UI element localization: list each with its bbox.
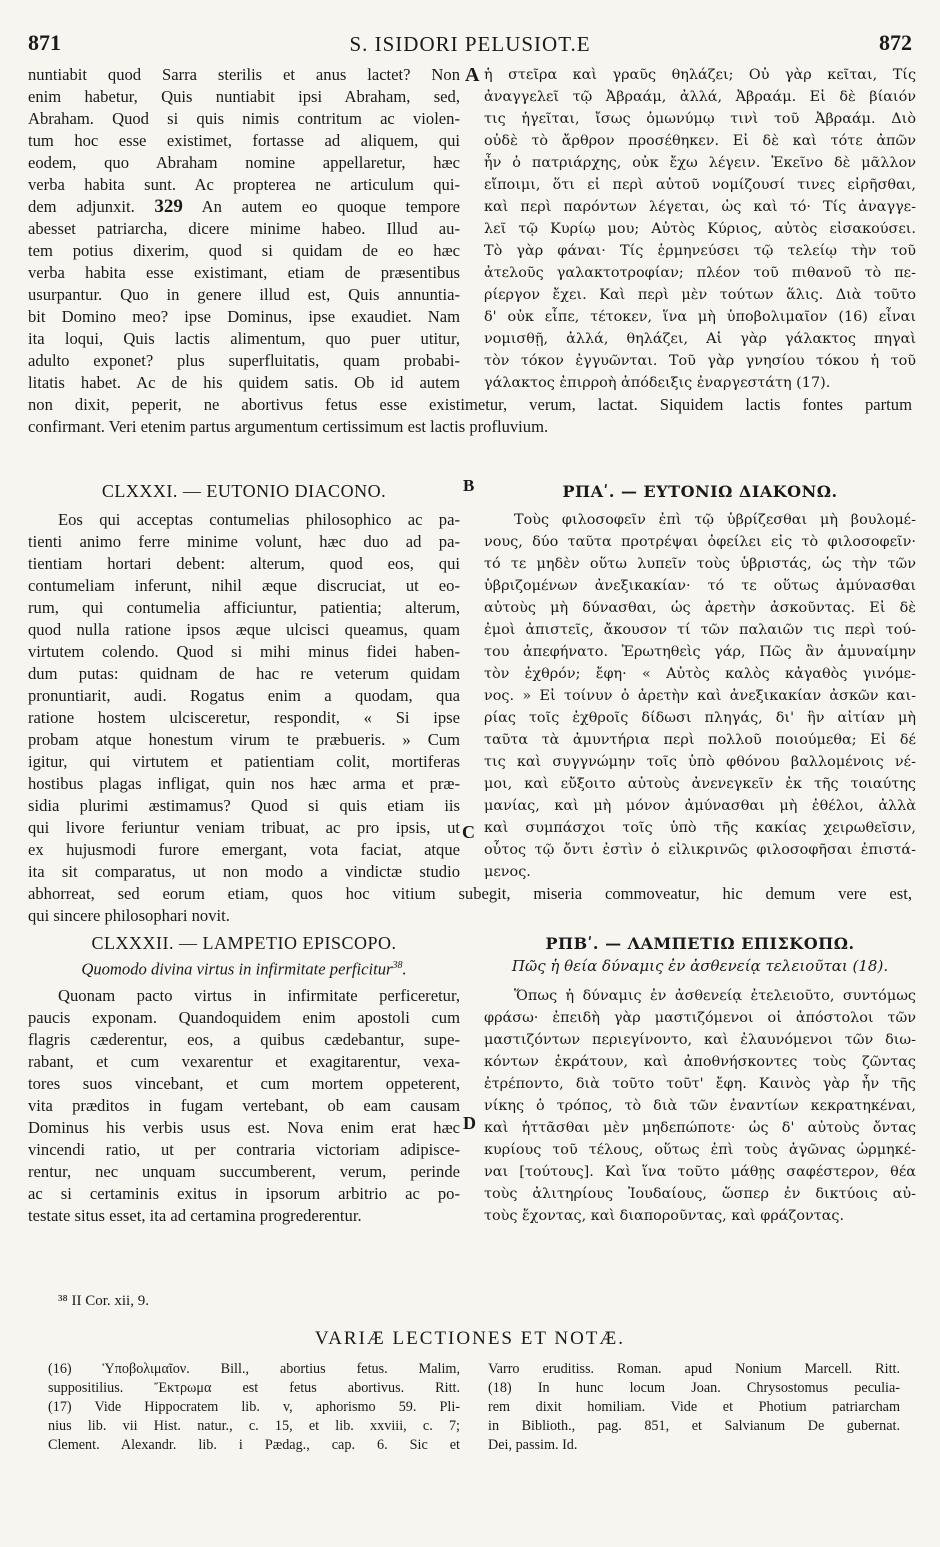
- letter-182-greek-column: [484, 985, 916, 1227]
- text-line: ναι [τούτους]. Καὶ ἵνα τοῦτο μάθῃς σαφέστερον, θέα: [484, 1164, 916, 1180]
- text-line: contumeliam inferunt, nihil æque discruciat, ut eo-: [28, 576, 460, 595]
- text-line: κόντων ἐκράτουν, καὶ ἀποθνήσκοντες τοὺς ζῶντας: [484, 1054, 916, 1070]
- text-line: εἴποιμι, ὅτι εἰ περὶ αὐτοῦ νομίζουσί τινες εἰρῆσθαι,: [484, 177, 916, 193]
- text-line: αὐτοὺς μὴ δύνασθαι, ὡς ἀρετὴν ἀσκοῦντας. Εἰ δὲ: [484, 600, 916, 616]
- text-line: κυρίους τοῦ τέλους, οὕτως ἐπὶ τοὺς ἀγῶνας ὡρμηκέ-: [484, 1142, 916, 1158]
- text-line: μενος.: [484, 864, 531, 880]
- top-latin-column: [28, 64, 460, 394]
- text-line: του ἀπεφήνατο. Ἐρωτηθεὶς γάρ, Πῶς ἂν ἀμυναίμην: [484, 644, 916, 660]
- text-line: νους, δύο ταῦτα προτρέψαι ὀφείλει εἰς τὸ φιλοσοφεῖν·: [484, 534, 916, 550]
- text-line: οὐδὲ τὸ ἄρθρον προσέθηκεν. Εἰ δὲ καὶ τότε ἀπῶν: [484, 133, 916, 149]
- letter-181-latin-column: [28, 509, 460, 883]
- text-line: enim habetur, Quis nuntiabit ipsi Abraham, sed,: [28, 87, 460, 106]
- text-line: ἡ στεῖρα καὶ γραῦς θηλάζει; Οὐ γὰρ κεῖται, Τίς: [484, 67, 916, 83]
- text-line: litatis habet. Ac de his quidem satis. Ob id autem: [28, 373, 460, 392]
- text-line: ita loqui, Quis lactis alimentum, quo puer utitur,: [28, 329, 460, 348]
- text-line: confirmant. Veri etenim partus argumentum certissimum est lactis profluvium.: [28, 417, 549, 436]
- margin-marker-b: B: [463, 476, 475, 495]
- margin-marker-c: C: [462, 822, 475, 842]
- text-line: νίκης ὁ τρόπος, τὸ διὰ τῶν ἐναντίων κεκρατηκέναι,: [484, 1098, 916, 1114]
- text-line: τὸν ἐχθρόν; ἔφη· « Αὐτὸς καλὸς κἀγαθὸς γινόμε-: [484, 666, 916, 682]
- letter-182-latin-heading: CLXXXII. — LAMPETIO EPISCOPO.: [91, 933, 397, 953]
- text-line: ρίας τοῖς ἐχθροῖς δίδωσι πληγάς, δι' ἣν αἰτίαν μὴ: [484, 710, 916, 726]
- text-line: eodem, quo Abraham nomine appellaretur, hæc: [28, 153, 460, 172]
- text-line: qui livore feriuntur veniam tribuat, ac pro ipsis, ut: [28, 818, 460, 837]
- notes-title: VARIÆ LECTIONES ET NOTÆ.: [314, 1328, 626, 1349]
- column-number-329: 329: [154, 196, 183, 217]
- subtitle-period: .: [402, 959, 407, 979]
- text-line: ac si certaminis exitus in ipsorum arbitrio ac po-: [28, 1184, 460, 1203]
- text-line: flagris cæderentur, eos, a quibus cædebantur, supe-: [28, 1030, 460, 1049]
- text-line: Τὸ γὰρ φάναι· Τίς ἑρμηνεύσει τῷ τελείῳ τὴν τοῦ: [484, 243, 916, 259]
- text-line: τοὺς ἀλιτηρίους Ἰουδαίους, ὥσπερ ἐν δικτύοις αὐ-: [484, 1186, 916, 1202]
- text-line: qui sincere philosophari novit.: [28, 906, 230, 925]
- text-line: virtutem colendo. Quod si mihi minus fidei haben-: [28, 642, 460, 661]
- text-line: paucis exponam. Quandoquidem enim apostoli cum: [28, 1008, 460, 1027]
- text-line: μαστιζόντων περιεγίνοντο, καὶ ἐλαυνόμενοι τῶν διω-: [484, 1032, 916, 1048]
- letter-181-greek-heading: ΡΠΑʹ. — ΕΥΤΟΝΙΩ ΔΙΑΚΟΝΩ.: [562, 482, 838, 501]
- text-line: usurpantur. Quo in genere illud est, Quis annuntia-: [28, 285, 460, 304]
- text-line: ρίεργον ἔχει. Καὶ περὶ μὲν τούτων ἅλις. Διὰ τοῦτο: [484, 287, 916, 303]
- text-line: τις ἡγεῖται, ἴσως ὁμωνύμῳ τινὶ τοῦ Ἀβραάμ. Διὸ: [484, 111, 916, 127]
- text-line: adulto exponet? plus superfluitatis, quam probabi-: [28, 351, 460, 370]
- text-line: rabant, et cum vexarentur et exagitarentur, vexa-: [28, 1052, 460, 1071]
- text-line: ἦν ὁ πατριάρχης, οὐκ ἔχω λέγειν. Ἐκεῖνο δὲ μᾶλλον: [484, 155, 916, 171]
- text-line: ὑβριζομένων ἀνεξικακίαν· τό τε οὕτως ἀμύνασθαι: [484, 578, 916, 594]
- text-line: οὗτος τῷ ὄντι ἐστὶν ὁ εἰλικρινῶς φιλοσοφῆσαι ἐπιστά-: [484, 842, 916, 858]
- text-line: μανίας, καὶ μὴ μόνον ἀμύνασθαι μὴ ἐθέλοι, ἀλλὰ: [484, 798, 916, 814]
- right-page-number: 872: [879, 30, 912, 55]
- subtitle-note-ref: 38: [392, 960, 403, 971]
- text-line: Eos qui acceptas contumelias philosophico ac pa-: [58, 510, 460, 529]
- text-line: tores suos vincebant, et cum mortem oppeterent,: [28, 1074, 460, 1093]
- text-line: Dominus his verbis usus est. Nova enim erat hæc: [28, 1118, 460, 1137]
- text-line: δ' οὐκ εἶπε, τέτοκεν, ἵνα μὴ ὑποβολιμαῖον (16) εἶναι: [484, 309, 916, 325]
- text-line: tem potius dixerim, quod si quidam de eo hæc: [28, 241, 460, 260]
- text-line: vita præditos in fugam vertebant, ob eam causam: [28, 1096, 460, 1115]
- note-line: (18) In hunc locum Joan. Chrysostomus peculia-: [488, 1380, 900, 1396]
- note-line: rem dixit homiliam. Vide et Photium patriarcham: [488, 1399, 900, 1415]
- running-title: S. ISIDORI PELUSIOT.E: [349, 32, 591, 56]
- text-line: τις καὶ συγγνώμην τοῖς ὑπὸ φθόνου βαλλομένοις νέ-: [484, 754, 916, 770]
- text-line: dem adjunxit.: [28, 197, 135, 216]
- page-header: [28, 30, 912, 60]
- text-line: Abraham. Quod si quis nimis contritum ac violen-: [28, 109, 460, 128]
- letter-182-latin-column: [28, 985, 460, 1227]
- text-line: τὸν τόκον ἐγγυῶνται. Τοῦ γὰρ γνησίου τόκου ἡ τοῦ: [484, 353, 916, 369]
- text-line: probam atque honestum virum te præbueris. » Cum: [28, 730, 460, 749]
- text-line: ταῦτα τὰ ἀμυντήρια περὶ πολλοῦ ποιούμεθα; Εἰ δέ: [484, 732, 916, 748]
- text-line: Τοὺς φιλοσοφεῖν ἐπὶ τῷ ὑβρίζεσθαι μὴ βουλομέ-: [514, 512, 916, 528]
- letter-182-latin-subtitle: [28, 955, 460, 981]
- text-line: Ὅπως ἡ δύναμις ἐν ἀσθενείᾳ ἐτελειοῦτο, συντόμως: [514, 988, 916, 1004]
- top-greek-column: [484, 64, 916, 394]
- letter-181-latin-heading: CLXXXI. — EUTONIO DIACONO.: [101, 481, 387, 501]
- text-line: bit Domino meo? ipse Dominus, ipse exaudiet. Nam: [28, 307, 460, 326]
- text-line: ita sit comparatus, ut non modo a vindictæ studio: [28, 862, 460, 881]
- text-line: ex hujusmodi furore emergant, vota faciat, atque: [28, 840, 460, 859]
- text-line: abesset patriarcha, dicere minime habeo. Illud au-: [28, 219, 460, 238]
- text-line-329: [28, 196, 460, 218]
- note-line: Dei, passim. Id.: [488, 1437, 578, 1453]
- text-line: tienti animo ferre minime volunt, hæc duo ad pa-: [28, 532, 460, 551]
- text-line: verba habita sunt. Ac propterea ne articulum qui-: [28, 175, 460, 194]
- text-line: ἐτρέποντο, διὰ τοῦτο τοῦτ' ἔφη. Καινὸς γὰρ ἦν τῆς: [484, 1076, 916, 1092]
- text-line: καὶ συμπάσχοι τοῖς ὑπὸ τῆς κακίας χειρωθεῖσιν,: [484, 820, 916, 836]
- text-line: dum putas: quidnam de hac re veterum quidam: [28, 664, 460, 683]
- text-line: νομισθῇ, ἀλλά, θηλάζει, Αἱ γὰρ γάλακτος πηγαὶ: [484, 331, 916, 347]
- text-line: pronuntiarit, audi. Rogatus enim a quodam, qua: [28, 686, 460, 705]
- text-line: καὶ περὶ παρόντων λέγεται, ὡς καὶ τό· Τίς ἀναγγε-: [484, 199, 916, 215]
- subtitle-text: Quomodo divina virtus in infirmitate perficitur: [81, 959, 393, 979]
- footnote-38: ³⁸ II Cor. xii, 9.: [58, 1293, 149, 1309]
- text-line: ἀτελοῦς γαλακτοτροφίαν; πλέον τοῦ πιθανοῦ τὸ πε-: [484, 265, 916, 281]
- text-line: An autem eo quoque tempore: [201, 197, 460, 216]
- text-line: καὶ ἡττᾶσθαι μὲν μηδεπώποτε· ὡς δ' αὐτοὺς ὄντας: [484, 1120, 916, 1136]
- text-line: νος. » Εἰ τοίνυν ὁ ἀρετὴν καὶ ἀνεξικακίαν ἀσκῶν και-: [484, 688, 916, 704]
- text-line: hostibus plagas infligat, quin nos hæc arma et præ-: [28, 774, 460, 793]
- text-line: quod nulla ratione ipsos æque ulcisci queamus, quam: [28, 620, 460, 639]
- notes-right-column: [488, 1360, 900, 1455]
- text-line: non dixit, peperit, ne abortivus fetus esse existimetur, verum, lactat. Siquidem lactis fontes partum: [28, 395, 912, 414]
- margin-marker-a: A: [465, 64, 480, 86]
- text-line: τοὺς ἔχοντας, καὶ διαποροῦντας, καὶ φράζοντας.: [484, 1208, 845, 1224]
- text-line: φράσω· ἐπειδὴ γὰρ μαστιζόμενοι οἱ ἀπόστολοι τῶν: [484, 1010, 916, 1026]
- text-line: ἐμοὶ ἀπιστεῖς, ἄκουσον τί τῶν παλαιῶν τις περὶ τού-: [484, 622, 916, 638]
- text-line: ratione hostem ulcisceretur, respondit, « Si ipse: [28, 708, 460, 727]
- text-line: μοι, καὶ εὔξοιτο αὐτοὺς ἀνενεγκεῖν ἐκ τῆς τοιαύτης: [484, 776, 916, 792]
- text-line: sidia plurimi æstimamus? Quod si quis etiam iis: [28, 796, 460, 815]
- text-line: Quonam pacto virtus in infirmitate perficeretur,: [58, 986, 460, 1005]
- margin-marker-d: D: [463, 1113, 476, 1133]
- text-line: rentur, nec unquam succumberent, verum, perinde: [28, 1162, 460, 1181]
- letter-182-greek-subtitle: Πῶς ἡ θεία δύναμις ἐν ἀσθενείᾳ τελειοῦται (18).: [511, 957, 889, 975]
- letter-182-greek-heading: ΡΠΒʹ. — ΛΑΜΠΕΤΙΩ ΕΠΙΣΚΟΠΩ.: [545, 934, 855, 953]
- top-fullwidth-text: [28, 394, 912, 438]
- text-line: ἀναγγελεῖ τῷ Ἀβραάμ, ἀλλά, Ἀβραάμ. Εἰ δὲ βίαιόν: [484, 89, 916, 105]
- text-line: tum hoc esse existimet, fortasse ad aliquem, qui: [28, 131, 460, 150]
- text-line: τό τε μηδὲν οὕτω λυπεῖν τοὺς ὑβριστάς, ὡς τὴν τῶν: [484, 556, 916, 572]
- letter-181-fullwidth-text: [28, 883, 912, 927]
- text-line: γάλακτος ἐπιρροὴ ἀπόδειξις ἐναργεστάτη (17).: [484, 375, 831, 391]
- text-line: nuntiabit quod Sarra sterilis et anus lactet? Non: [28, 65, 460, 84]
- text-line: λεῖ τῷ Κυρίῳ μου; Αὐτὸς Κύριος, αὐτὸς εἰσακούσει.: [484, 221, 916, 237]
- left-page-number: 871: [28, 30, 61, 55]
- text-line: igitur, qui virtutem et patientiam colit, mortiferas: [28, 752, 460, 771]
- note-line: nius lib. vii Hist. natur., c. 15, et lib. xxviii, c. 7;: [48, 1418, 460, 1434]
- note-line: (17) Vide Hippocratem lib. v, aphorismo 59. Pli-: [48, 1399, 460, 1415]
- letter-181-greek-column: [484, 509, 916, 883]
- text-line: vincendi ratio, ut per contraria victoriam adipisce-: [28, 1140, 460, 1159]
- text-line: abhorreat, sed eorum etiam, quos hoc vitium subegit, miseria commoveatur, hic demum vere est,: [28, 884, 912, 903]
- text-line: rum, qui contumelia afficiuntur, patientia; alterum,: [28, 598, 460, 617]
- note-line: (16) Ὑποβολιμαῖον. Bill., abortius fetus. Malim,: [48, 1361, 460, 1377]
- text-line: tientiam hortari debent: alterum, quod eos, qui: [28, 554, 460, 573]
- notes-left-column: [48, 1360, 460, 1455]
- note-line: Clement. Alexandr. lib. i Pædag., cap. 6. Sic et: [48, 1437, 460, 1453]
- text-line: verba habita esse existimant, etiam de præsentibus: [28, 263, 460, 282]
- note-line: suppositilius. Ἔκτρωμα est fetus abortivus. Ritt.: [48, 1380, 460, 1396]
- text-line: testate situs esset, ita ad certamina progrederentur.: [28, 1206, 362, 1225]
- note-line: in Biblioth., pag. 851, et Salvianum De gubernat.: [488, 1418, 900, 1434]
- note-line: Varro eruditiss. Roman. apud Nonium Marcell. Ritt.: [488, 1361, 900, 1377]
